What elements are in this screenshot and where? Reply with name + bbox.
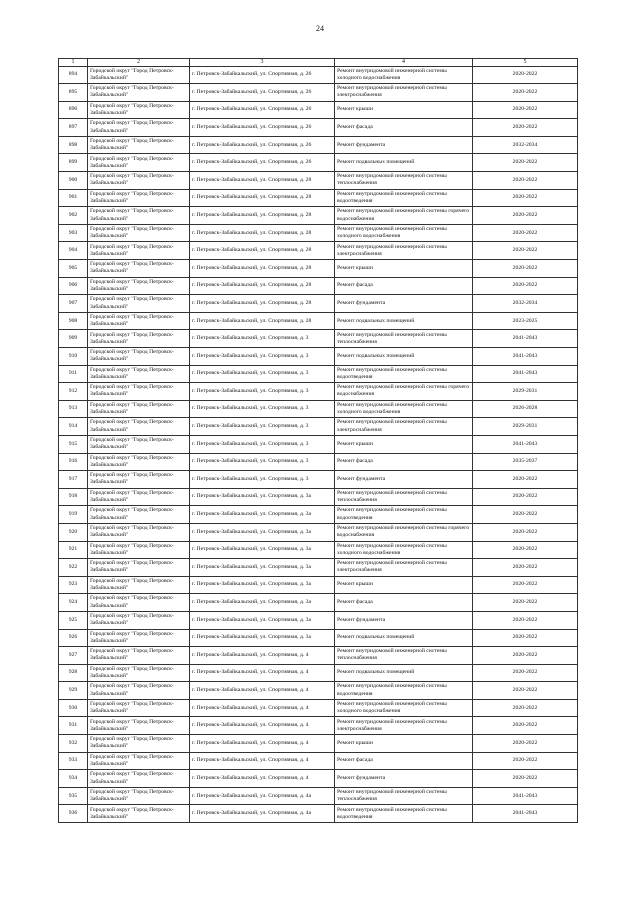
table-row — [59, 647, 578, 665]
municipality-cell: Городской округ "Город Петровск-Забайкальский" — [88, 770, 190, 788]
table-row — [59, 576, 578, 594]
address-cell: г. Петровск-Забайкальский, ул. Спортивная, д. 28 — [190, 189, 335, 207]
row-number-cell: 931 — [59, 717, 88, 735]
work-type-cell: Ремонт внутридомовой инженерной системы теплоснабжения — [335, 488, 473, 506]
table-row — [59, 207, 578, 225]
table-row — [59, 735, 578, 753]
address-cell: г. Петровск-Забайкальский, ул. Спортивная, д. 28 — [190, 277, 335, 295]
table-row — [59, 383, 578, 401]
period-cell: 2020-2022 — [473, 611, 578, 629]
column-number-row — [59, 59, 578, 67]
period-cell: 2020-2022 — [473, 770, 578, 788]
table-row — [59, 752, 578, 770]
address-cell: г. Петровск-Забайкальский, ул. Спортивная, д. 3 — [190, 471, 335, 489]
municipality-cell: Городской округ "Город Петровск-Забайкальский" — [88, 207, 190, 225]
municipality-cell: Городской округ "Город Петровск-Забайкальский" — [88, 752, 190, 770]
row-number-cell: 926 — [59, 629, 88, 647]
period-cell: 2020-2022 — [473, 735, 578, 753]
row-number-cell: 894 — [59, 66, 88, 84]
work-type-cell: Ремонт фасада — [335, 277, 473, 295]
period-cell: 2020-2022 — [473, 242, 578, 260]
municipality-cell: Городской округ "Город Петровск-Забайкальский" — [88, 119, 190, 137]
row-number-cell: 922 — [59, 559, 88, 577]
row-number-cell: 936 — [59, 805, 88, 823]
table-row — [59, 506, 578, 524]
work-type-cell: Ремонт внутридомовой инженерной системы теплоснабжения — [335, 330, 473, 348]
work-type-cell: Ремонт внутридомовой инженерной системы водоотведения — [335, 682, 473, 700]
work-type-cell: Ремонт крыши — [335, 435, 473, 453]
work-type-cell: Ремонт внутридомовой инженерной системы электроснабжения — [335, 717, 473, 735]
row-number-cell: 912 — [59, 383, 88, 401]
work-type-cell: Ремонт фасада — [335, 453, 473, 471]
row-number-cell: 909 — [59, 330, 88, 348]
work-type-cell: Ремонт внутридомовой инженерной системы холодного водоснабжения — [335, 224, 473, 242]
municipality-cell: Городской округ "Город Петровск-Забайкальский" — [88, 330, 190, 348]
work-type-cell: Ремонт внутридомовой инженерной системы горячего водоснабжения — [335, 383, 473, 401]
address-cell: г. Петровск-Забайкальский, ул. Спортивная, д. 28 — [190, 312, 335, 330]
work-type-cell: Ремонт внутридомовой инженерной системы холодного водоснабжения — [335, 400, 473, 418]
table-row — [59, 260, 578, 278]
address-cell: г. Петровск-Забайкальский, ул. Спортивная, д. 3 — [190, 435, 335, 453]
work-type-cell: Ремонт подвальных помещений — [335, 664, 473, 682]
table-row — [59, 365, 578, 383]
table-row — [59, 770, 578, 788]
address-cell: г. Петровск-Забайкальский, ул. Спортивная, д. 4 — [190, 647, 335, 665]
period-cell: 2041-2043 — [473, 348, 578, 366]
period-cell: 2041-2043 — [473, 805, 578, 823]
work-type-cell: Ремонт фасада — [335, 594, 473, 612]
municipality-cell: Городской округ "Город Петровск-Забайкальский" — [88, 576, 190, 594]
period-cell: 2020-2022 — [473, 682, 578, 700]
municipality-cell: Городской округ "Город Петровск-Забайкальский" — [88, 400, 190, 418]
municipality-cell: Городской округ "Город Петровск-Забайкальский" — [88, 717, 190, 735]
address-cell: г. Петровск-Забайкальский, ул. Спортивная, д. 3а — [190, 576, 335, 594]
municipality-cell: Городской округ "Город Петровск-Забайкальский" — [88, 242, 190, 260]
row-number-cell: 918 — [59, 488, 88, 506]
period-cell: 2020-2022 — [473, 101, 578, 119]
period-cell: 2032-2034 — [473, 136, 578, 154]
row-number-cell: 902 — [59, 207, 88, 225]
row-number-cell: 896 — [59, 101, 88, 119]
address-cell: г. Петровск-Забайкальский, ул. Спортивная, д. 3 — [190, 400, 335, 418]
row-number-cell: 917 — [59, 471, 88, 489]
period-cell: 2020-2022 — [473, 629, 578, 647]
work-type-cell: Ремонт фасада — [335, 752, 473, 770]
row-number-cell: 910 — [59, 348, 88, 366]
work-type-cell: Ремонт внутридомовой инженерной системы горячего водоснабжения — [335, 523, 473, 541]
period-cell: 2020-2022 — [473, 541, 578, 559]
work-type-cell: Ремонт внутридомовой инженерной системы холодного водоснабжения — [335, 541, 473, 559]
municipality-cell: Городской округ "Город Петровск-Забайкальский" — [88, 629, 190, 647]
address-cell: г. Петровск-Забайкальский, ул. Спортивная, д. 3 — [190, 348, 335, 366]
table-row — [59, 189, 578, 207]
row-number-cell: 901 — [59, 189, 88, 207]
address-cell: г. Петровск-Забайкальский, ул. Спортивная, д. 3 — [190, 365, 335, 383]
address-cell: г. Петровск-Забайкальский, ул. Спортивная, д. 4 — [190, 717, 335, 735]
row-number-cell: 935 — [59, 787, 88, 805]
work-type-cell: Ремонт внутридомовой инженерной системы электроснабжения — [335, 242, 473, 260]
address-cell: г. Петровск-Забайкальский, ул. Спортивная, д. 28 — [190, 224, 335, 242]
municipality-cell: Городской округ "Город Петровск-Забайкальский" — [88, 348, 190, 366]
period-cell: 2020-2022 — [473, 66, 578, 84]
address-cell: г. Петровск-Забайкальский, ул. Спортивная, д. 3 — [190, 330, 335, 348]
table-row — [59, 787, 578, 805]
table-row — [59, 172, 578, 190]
row-number-cell: 928 — [59, 664, 88, 682]
address-cell: г. Петровск-Забайкальский, ул. Спортивная, д. 3 — [190, 453, 335, 471]
period-cell: 2020-2022 — [473, 647, 578, 665]
column-header: 2 — [88, 59, 190, 67]
table-row — [59, 400, 578, 418]
table-row — [59, 242, 578, 260]
period-cell: 2020-2022 — [473, 224, 578, 242]
table-row — [59, 154, 578, 172]
row-number-cell: 930 — [59, 699, 88, 717]
work-type-cell: Ремонт внутридомовой инженерной системы холодного водоснабжения — [335, 66, 473, 84]
row-number-cell: 903 — [59, 224, 88, 242]
period-cell: 2023-2025 — [473, 312, 578, 330]
row-number-cell: 914 — [59, 418, 88, 436]
table-row — [59, 541, 578, 559]
period-cell: 2020-2022 — [473, 717, 578, 735]
period-cell: 2020-2022 — [473, 664, 578, 682]
row-number-cell: 924 — [59, 594, 88, 612]
column-header: 1 — [59, 59, 88, 67]
work-type-cell: Ремонт внутридомовой инженерной системы электроснабжения — [335, 418, 473, 436]
municipality-cell: Городской округ "Город Петровск-Забайкальский" — [88, 506, 190, 524]
municipality-cell: Городской округ "Город Петровск-Забайкальский" — [88, 295, 190, 313]
row-number-cell: 929 — [59, 682, 88, 700]
table-row — [59, 471, 578, 489]
municipality-cell: Городской округ "Город Петровск-Забайкальский" — [88, 435, 190, 453]
row-number-cell: 911 — [59, 365, 88, 383]
row-number-cell: 925 — [59, 611, 88, 629]
period-cell: 2020-2022 — [473, 559, 578, 577]
address-cell: г. Петровск-Забайкальский, ул. Спортивная, д. 4 — [190, 770, 335, 788]
period-cell: 2035-2037 — [473, 453, 578, 471]
row-number-cell: 934 — [59, 770, 88, 788]
row-number-cell: 900 — [59, 172, 88, 190]
municipality-cell: Городской округ "Город Петровск-Забайкальский" — [88, 224, 190, 242]
row-number-cell: 933 — [59, 752, 88, 770]
municipality-cell: Городской округ "Город Петровск-Забайкальский" — [88, 559, 190, 577]
address-cell: г. Петровск-Забайкальский, ул. Спортивная, д. 4 — [190, 752, 335, 770]
address-cell: г. Петровск-Забайкальский, ул. Спортивная, д. 28 — [190, 242, 335, 260]
work-type-cell: Ремонт фундамента — [335, 770, 473, 788]
table-row — [59, 682, 578, 700]
period-cell: 2020-2022 — [473, 471, 578, 489]
address-cell: г. Петровск-Забайкальский, ул. Спортивная, д. 3а — [190, 523, 335, 541]
table-row — [59, 348, 578, 366]
period-cell: 2041-2043 — [473, 435, 578, 453]
municipality-cell: Городской округ "Город Петровск-Забайкальский" — [88, 418, 190, 436]
address-cell: г. Петровск-Забайкальский, ул. Спортивная, д. 26 — [190, 84, 335, 102]
work-type-cell: Ремонт внутридомовой инженерной системы водоотведения — [335, 189, 473, 207]
row-number-cell: 927 — [59, 647, 88, 665]
work-type-cell: Ремонт фундамента — [335, 136, 473, 154]
work-type-cell: Ремонт подвальных помещений — [335, 348, 473, 366]
table-row — [59, 488, 578, 506]
period-cell: 2020-2022 — [473, 523, 578, 541]
table-row — [59, 611, 578, 629]
table-row — [59, 523, 578, 541]
period-cell: 2020-2022 — [473, 752, 578, 770]
work-type-cell: Ремонт внутридомовой инженерной системы электроснабжения — [335, 559, 473, 577]
work-type-cell: Ремонт крыши — [335, 576, 473, 594]
period-cell: 2041-2043 — [473, 365, 578, 383]
row-number-cell: 923 — [59, 576, 88, 594]
municipality-cell: Городской округ "Город Петровск-Забайкальский" — [88, 365, 190, 383]
page-number: 24 — [316, 24, 324, 33]
table-row — [59, 418, 578, 436]
work-type-cell: Ремонт фундамента — [335, 471, 473, 489]
row-number-cell: 898 — [59, 136, 88, 154]
work-type-cell: Ремонт подвальных помещений — [335, 312, 473, 330]
municipality-cell: Городской округ "Город Петровск-Забайкальский" — [88, 594, 190, 612]
address-cell: г. Петровск-Забайкальский, ул. Спортивная, д. 3а — [190, 559, 335, 577]
period-cell: 2041-2043 — [473, 787, 578, 805]
municipality-cell: Городской округ "Город Петровск-Забайкальский" — [88, 84, 190, 102]
period-cell: 2020-2022 — [473, 119, 578, 137]
repair-schedule-table — [58, 58, 578, 823]
address-cell: г. Петровск-Забайкальский, ул. Спортивная, д. 26 — [190, 154, 335, 172]
address-cell: г. Петровск-Забайкальский, ул. Спортивная, д. 26 — [190, 66, 335, 84]
work-type-cell: Ремонт внутридомовой инженерной системы теплоснабжения — [335, 787, 473, 805]
row-number-cell: 908 — [59, 312, 88, 330]
address-cell: г. Петровск-Забайкальский, ул. Спортивная, д. 3 — [190, 383, 335, 401]
address-cell: г. Петровск-Забайкальский, ул. Спортивная, д. 4 — [190, 682, 335, 700]
row-number-cell: 907 — [59, 295, 88, 313]
address-cell: г. Петровск-Забайкальский, ул. Спортивная, д. 26 — [190, 136, 335, 154]
table-row — [59, 699, 578, 717]
address-cell: г. Петровск-Забайкальский, ул. Спортивная, д. 3а — [190, 488, 335, 506]
row-number-cell: 906 — [59, 277, 88, 295]
column-header: 3 — [190, 59, 335, 67]
address-cell: г. Петровск-Забайкальский, ул. Спортивная, д. 3 — [190, 418, 335, 436]
period-cell: 2026-2028 — [473, 400, 578, 418]
table-row — [59, 66, 578, 84]
work-type-cell: Ремонт фасада — [335, 119, 473, 137]
row-number-cell: 919 — [59, 506, 88, 524]
period-cell: 2020-2022 — [473, 84, 578, 102]
municipality-cell: Городской округ "Город Петровск-Забайкальский" — [88, 383, 190, 401]
period-cell: 2020-2022 — [473, 594, 578, 612]
table-body — [59, 66, 578, 823]
column-header: 5 — [473, 59, 578, 67]
work-type-cell: Ремонт внутридомовой инженерной системы холодного водоснабжения — [335, 699, 473, 717]
row-number-cell: 920 — [59, 523, 88, 541]
period-cell: 2029-2031 — [473, 383, 578, 401]
municipality-cell: Городской округ "Город Петровск-Забайкальский" — [88, 101, 190, 119]
address-cell: г. Петровск-Забайкальский, ул. Спортивная, д. 4 — [190, 664, 335, 682]
municipality-cell: Городской округ "Город Петровск-Забайкальский" — [88, 735, 190, 753]
address-cell: г. Петровск-Забайкальский, ул. Спортивная, д. 3а — [190, 594, 335, 612]
table-row — [59, 312, 578, 330]
address-cell: г. Петровск-Забайкальский, ул. Спортивная, д. 4а — [190, 805, 335, 823]
row-number-cell: 921 — [59, 541, 88, 559]
table-row — [59, 629, 578, 647]
column-header: 4 — [335, 59, 473, 67]
work-type-cell: Ремонт фундамента — [335, 611, 473, 629]
period-cell: 2020-2022 — [473, 260, 578, 278]
work-type-cell: Ремонт подвальных помещений — [335, 629, 473, 647]
work-type-cell: Ремонт крыши — [335, 101, 473, 119]
table-row — [59, 805, 578, 823]
work-type-cell: Ремонт внутридомовой инженерной системы водоотведения — [335, 506, 473, 524]
table-row — [59, 435, 578, 453]
period-cell: 2020-2022 — [473, 699, 578, 717]
row-number-cell: 895 — [59, 84, 88, 102]
municipality-cell: Городской округ "Город Петровск-Забайкальский" — [88, 277, 190, 295]
municipality-cell: Городской округ "Город Петровск-Забайкальский" — [88, 453, 190, 471]
address-cell: г. Петровск-Забайкальский, ул. Спортивная, д. 28 — [190, 172, 335, 190]
period-cell: 2020-2022 — [473, 189, 578, 207]
work-type-cell: Ремонт крыши — [335, 735, 473, 753]
table-row — [59, 101, 578, 119]
period-cell: 2020-2022 — [473, 488, 578, 506]
table-row — [59, 594, 578, 612]
address-cell: г. Петровск-Забайкальский, ул. Спортивная, д. 4 — [190, 699, 335, 717]
address-cell: г. Петровск-Забайкальский, ул. Спортивная, д. 26 — [190, 101, 335, 119]
row-number-cell: 913 — [59, 400, 88, 418]
address-cell: г. Петровск-Забайкальский, ул. Спортивная, д. 26 — [190, 119, 335, 137]
municipality-cell: Городской округ "Город Петровск-Забайкальский" — [88, 189, 190, 207]
row-number-cell: 904 — [59, 242, 88, 260]
work-type-cell: Ремонт внутридомовой инженерной системы водоотведения — [335, 365, 473, 383]
row-number-cell: 915 — [59, 435, 88, 453]
address-cell: г. Петровск-Забайкальский, ул. Спортивная, д. 28 — [190, 260, 335, 278]
period-cell: 2020-2022 — [473, 154, 578, 172]
table-row — [59, 664, 578, 682]
municipality-cell: Городской округ "Город Петровск-Забайкальский" — [88, 682, 190, 700]
work-type-cell: Ремонт фундамента — [335, 295, 473, 313]
municipality-cell: Городской округ "Город Петровск-Забайкальский" — [88, 66, 190, 84]
work-type-cell: Ремонт внутридомовой инженерной системы водоотведения — [335, 805, 473, 823]
address-cell: г. Петровск-Забайкальский, ул. Спортивная, д. 4 — [190, 735, 335, 753]
municipality-cell: Городской округ "Город Петровск-Забайкальский" — [88, 312, 190, 330]
municipality-cell: Городской округ "Город Петровск-Забайкальский" — [88, 541, 190, 559]
work-type-cell: Ремонт подвальных помещений — [335, 154, 473, 172]
table-row — [59, 717, 578, 735]
period-cell: 2020-2022 — [473, 277, 578, 295]
municipality-cell: Городской округ "Город Петровск-Забайкальский" — [88, 699, 190, 717]
table-row — [59, 453, 578, 471]
table-row — [59, 119, 578, 137]
table-row — [59, 224, 578, 242]
address-cell: г. Петровск-Забайкальский, ул. Спортивная, д. 3а — [190, 541, 335, 559]
address-cell: г. Петровск-Забайкальский, ул. Спортивная, д. 28 — [190, 207, 335, 225]
municipality-cell: Городской округ "Город Петровск-Забайкальский" — [88, 488, 190, 506]
period-cell: 2029-2031 — [473, 418, 578, 436]
municipality-cell: Городской округ "Город Петровск-Забайкальский" — [88, 471, 190, 489]
row-number-cell: 932 — [59, 735, 88, 753]
table-row — [59, 295, 578, 313]
table-row — [59, 136, 578, 154]
work-type-cell: Ремонт внутридомовой инженерной системы теплоснабжения — [335, 172, 473, 190]
row-number-cell: 897 — [59, 119, 88, 137]
municipality-cell: Городской округ "Город Петровск-Забайкальский" — [88, 172, 190, 190]
table-row — [59, 559, 578, 577]
municipality-cell: Городской округ "Город Петровск-Забайкальский" — [88, 611, 190, 629]
municipality-cell: Городской округ "Город Петровск-Забайкальский" — [88, 154, 190, 172]
work-type-cell: Ремонт крыши — [335, 260, 473, 278]
work-type-cell: Ремонт внутридомовой инженерной системы электроснабжения — [335, 84, 473, 102]
municipality-cell: Городской округ "Город Петровск-Забайкальский" — [88, 787, 190, 805]
municipality-cell: Городской округ "Город Петровск-Забайкальский" — [88, 664, 190, 682]
municipality-cell: Городской округ "Город Петровск-Забайкальский" — [88, 260, 190, 278]
period-cell: 2020-2022 — [473, 506, 578, 524]
row-number-cell: 899 — [59, 154, 88, 172]
municipality-cell: Городской округ "Город Петровск-Забайкальский" — [88, 805, 190, 823]
municipality-cell: Городской округ "Город Петровск-Забайкальский" — [88, 647, 190, 665]
table-row — [59, 84, 578, 102]
municipality-cell: Городской округ "Город Петровск-Забайкальский" — [88, 136, 190, 154]
row-number-cell: 916 — [59, 453, 88, 471]
row-number-cell: 905 — [59, 260, 88, 278]
table-row — [59, 277, 578, 295]
municipality-cell: Городской округ "Город Петровск-Забайкальский" — [88, 523, 190, 541]
period-cell: 2041-2043 — [473, 330, 578, 348]
work-type-cell: Ремонт внутридомовой инженерной системы теплоснабжения — [335, 647, 473, 665]
address-cell: г. Петровск-Забайкальский, ул. Спортивная, д. 4а — [190, 787, 335, 805]
period-cell: 2020-2022 — [473, 207, 578, 225]
address-cell: г. Петровск-Забайкальский, ул. Спортивная, д. 3а — [190, 506, 335, 524]
table-row — [59, 330, 578, 348]
work-type-cell: Ремонт внутридомовой инженерной системы горячего водоснабжения — [335, 207, 473, 225]
address-cell: г. Петровск-Забайкальский, ул. Спортивная, д. 3а — [190, 629, 335, 647]
address-cell: г. Петровск-Забайкальский, ул. Спортивная, д. 3а — [190, 611, 335, 629]
period-cell: 2020-2022 — [473, 172, 578, 190]
period-cell: 2020-2022 — [473, 576, 578, 594]
period-cell: 2032-2034 — [473, 295, 578, 313]
address-cell: г. Петровск-Забайкальский, ул. Спортивная, д. 28 — [190, 295, 335, 313]
